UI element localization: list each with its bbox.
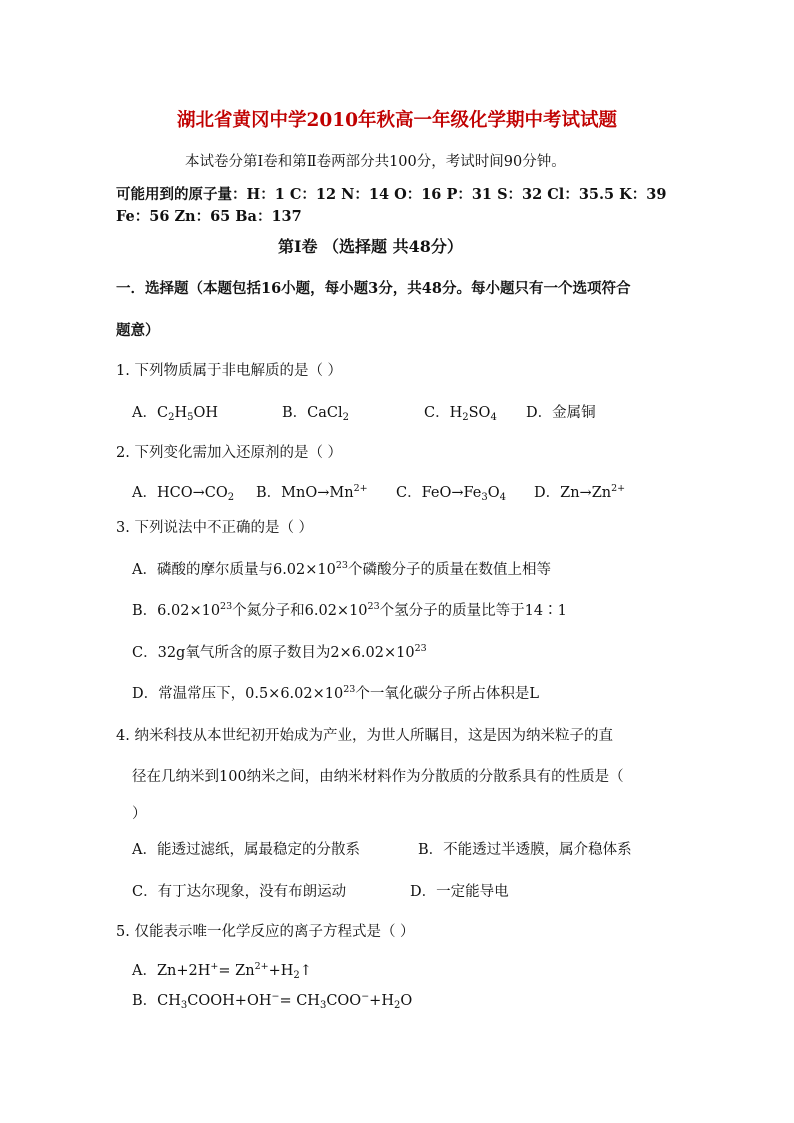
exam-intro: 本试卷分第Ⅰ卷和第Ⅱ卷两部分共100分，考试时间90分钟。 [185, 154, 566, 170]
exam-title: 湖北省黄冈中学2010年秋高一年级化学期中考试试题 [177, 110, 617, 131]
question-2-option-d: D．$Zn\to Zn^{2+}$ [534, 483, 626, 501]
question-1-option-c: C．$H_2SO_4$ [424, 405, 497, 423]
question-4-stem-line-2: 径在几纳米到100纳米之间，由纳米材料作为分散质的分散系具有的性质是（ [132, 769, 624, 785]
question-1-option-b: B．CaCl$_2$ [282, 405, 350, 423]
question-3-option-a: A．磷酸的摩尔质量与$6.02\times 10^{23}$个磷酸分子的质量在数值上相等 [132, 560, 551, 578]
question-5-stem: 5. 仅能表示唯一化学反应的离子方程式是（ ） [116, 924, 415, 940]
question-2-stem: 2. 下列变化需加入还原剂的是（ ） [116, 445, 343, 461]
question-4-option-b: B．不能透过半透膜，属介稳体系 [418, 842, 632, 858]
section1-instructions-line-1: 一．选择题（本题包括16小题，每小题3分，共48分。每小题只有一个选项符合 [116, 280, 631, 297]
question-2-option-b: B．$MnO\to Mn^{2+}$ [256, 483, 368, 501]
question-4-stem-line-3: ） [132, 806, 147, 822]
atomic-masses-line-2: Fe：56 Zn：65 Ba：137 [116, 208, 302, 225]
question-2-option-a: A．$HCO\to CO_2$ [132, 485, 235, 503]
question-5-option-b: B．$CH_3COOH+OH^-= CH_3COO^-+H_2O$ [132, 991, 413, 1011]
question-3-option-d: D．常温常压下，$0.5\times 6.02\times 10^{23}$个一氧化碳分子所占体积是L [132, 684, 539, 702]
question-1-stem: 1. 下列物质属于非电解质的是（ ） [116, 363, 343, 379]
atomic-masses-line-1: 可能用到的原子量：H：1 C：12 N：14 O：16 P：31 S：32 Cl：35.5 K：39 [116, 186, 667, 203]
question-1-option-a: A．$C_2H_5OH$ [132, 405, 219, 423]
question-3-stem: 3. 下列说法中不正确的是（ ） [116, 520, 314, 536]
question-4-option-d: D．一定能导电 [410, 884, 509, 900]
question-4-option-a: A．能透过滤纸，属最稳定的分散系 [132, 842, 360, 858]
part1-heading: 第Ⅰ卷 （选择题 共48分） [278, 237, 463, 256]
section1-instructions-line-2: 题意） [116, 322, 160, 339]
question-4-option-c: C．有丁达尔现象，没有布朗运动 [132, 884, 347, 900]
question-5-option-a: A．$Zn+2H^+= Zn^{2+}+H_2↑$ [132, 961, 312, 981]
question-1-option-d: D．金属铜 [526, 405, 596, 421]
question-3-option-c: C．32g氧气所含的原子数目为$2\times 6.02\times 10^{23}$ [132, 643, 427, 661]
question-2-option-c: C．$FeO\to Fe_3O_4$ [396, 485, 506, 503]
question-3-option-b: B．$6.02\times 10^{23}$个氮分子和$6.02\times 10^{23}$个氢分子的质量比等于14∶1 [132, 601, 567, 619]
question-4-stem-line-1: 4. 纳米科技从本世纪初开始成为产业，为世人所瞩目，这是因为纳米粒子的直 [116, 728, 613, 744]
